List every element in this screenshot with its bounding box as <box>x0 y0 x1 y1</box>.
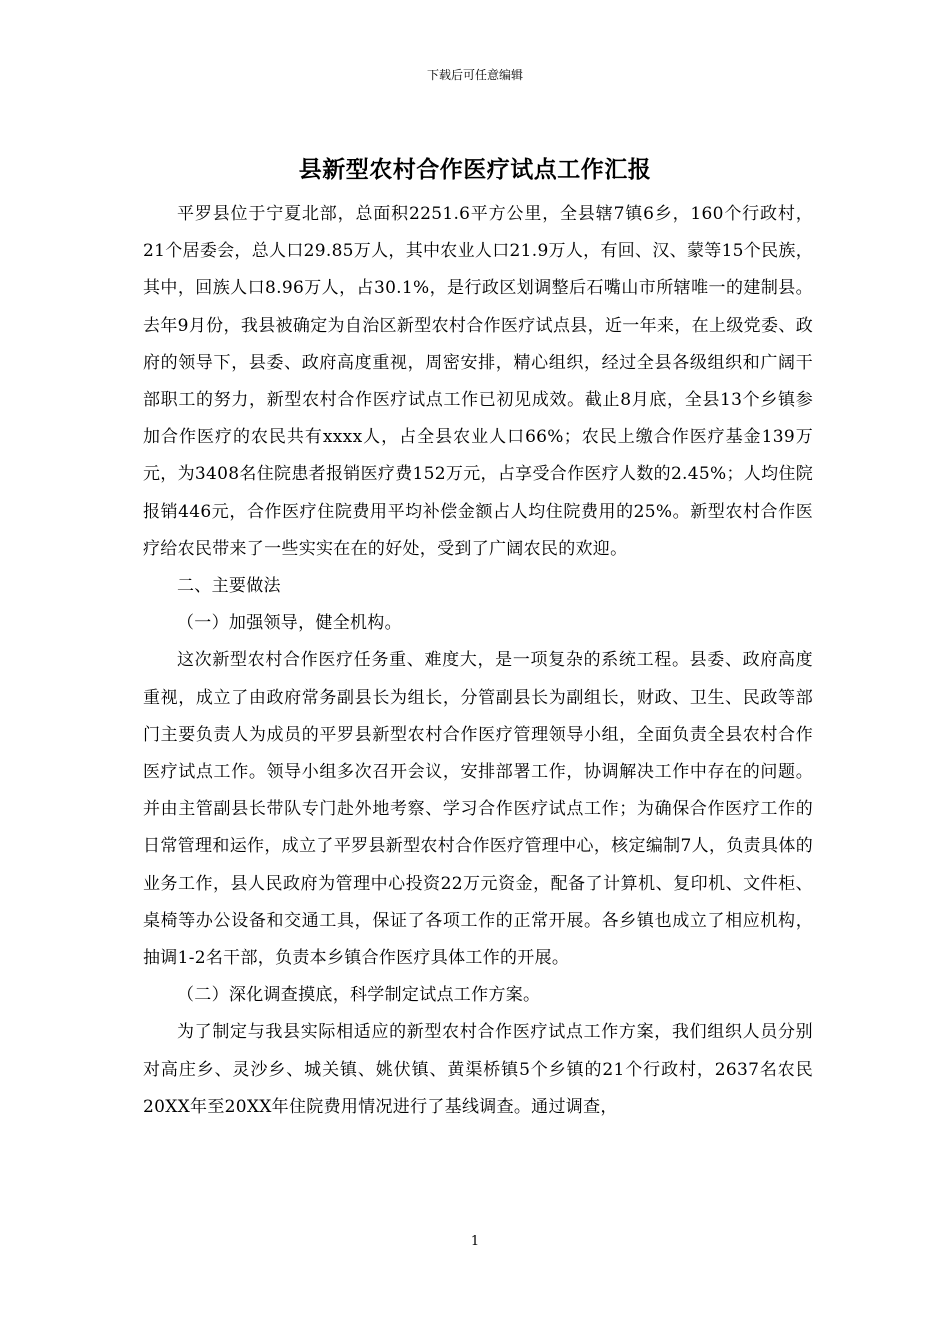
section-heading-main-practices: 二、主要做法 <box>177 576 281 597</box>
page-number: 1 <box>470 1234 480 1249</box>
document-title: 县新型农村合作医疗试点工作汇报 <box>298 157 652 183</box>
subsection-heading-survey: （二）深化调查摸底，科学制定试点工作方案。 <box>177 985 541 1006</box>
page-header-note: 下载后可任意编辑 <box>426 68 523 82</box>
paragraph-overview: 平罗县位于宁夏北部，总面积2251.6平方公里，全县辖7镇6乡，160个行政村，21个居委会，总人口29.85万人，其中农业人口21.9万人，有回、汉、蒙等15个民族，其中，回族人口8.96万人，占30.1%，是行政区划调整后石嘴山市所辖唯一的建制县。去年9月份，我县被确定为自治区新型农村合作医疗试点县，近一年来，在上级党委、政府的领导下，县委、政府高度重视，周密安排，精心组织，经过全县各级组织和广阔干部职工的努力，新型农村合作医疗试点工作已初见成效。截止8月底，全县13个乡镇参加合作医疗的农民共有xxxx人，占全县农业人口66%；农民上缴合作医疗基金139万元，为3408名住院患者报销医疗费152万元，占享受合作医疗人数的2.45%；人均住院报销446元，合作医疗住院费用平均补偿金额占人均住院费用的25%。新型农村合作医疗给农民带来了一些实实在在的好处，受到了广阔农民的欢迎。 <box>143 204 813 559</box>
document-body <box>143 196 813 1126</box>
paragraph-survey: 为了制定与我县实际相适应的新型农村合作医疗试点工作方案，我们组织人员分别对高庄乡、灵沙乡、城关镇、姚伏镇、黄渠桥镇5个乡镇的21个行政村，2637名农民20XX年至20XX年住院费用情况进行了基线调查。通过调查， <box>143 1022 813 1117</box>
paragraph-leadership: 这次新型农村合作医疗任务重、难度大，是一项复杂的系统工程。县委、政府高度重视，成立了由政府常务副县长为组长，分管副县长为副组长，财政、卫生、民政等部门主要负责人为成员的平罗县新型农村合作医疗管理领导小组，全面负责全县农村合作医疗试点工作。领导小组多次召开会议，安排部署工作，协调解决工作中存在的问题。并由主管副县长带队专门赴外地考察、学习合作医疗试点工作；为确保合作医疗工作的日常管理和运作，成立了平罗县新型农村合作医疗管理中心，核定编制7人，负责具体的业务工作，县人民政府为管理中心投资22万元资金，配备了计算机、复印机、文件柜、桌椅等办公设备和交通工具，保证了各项工作的正常开展。各乡镇也成立了相应机构，抽调1-2名干部，负责本乡镇合作医疗具体工作的开展。 <box>143 650 813 969</box>
subsection-heading-leadership: （一）加强领导，健全机构。 <box>177 613 402 634</box>
